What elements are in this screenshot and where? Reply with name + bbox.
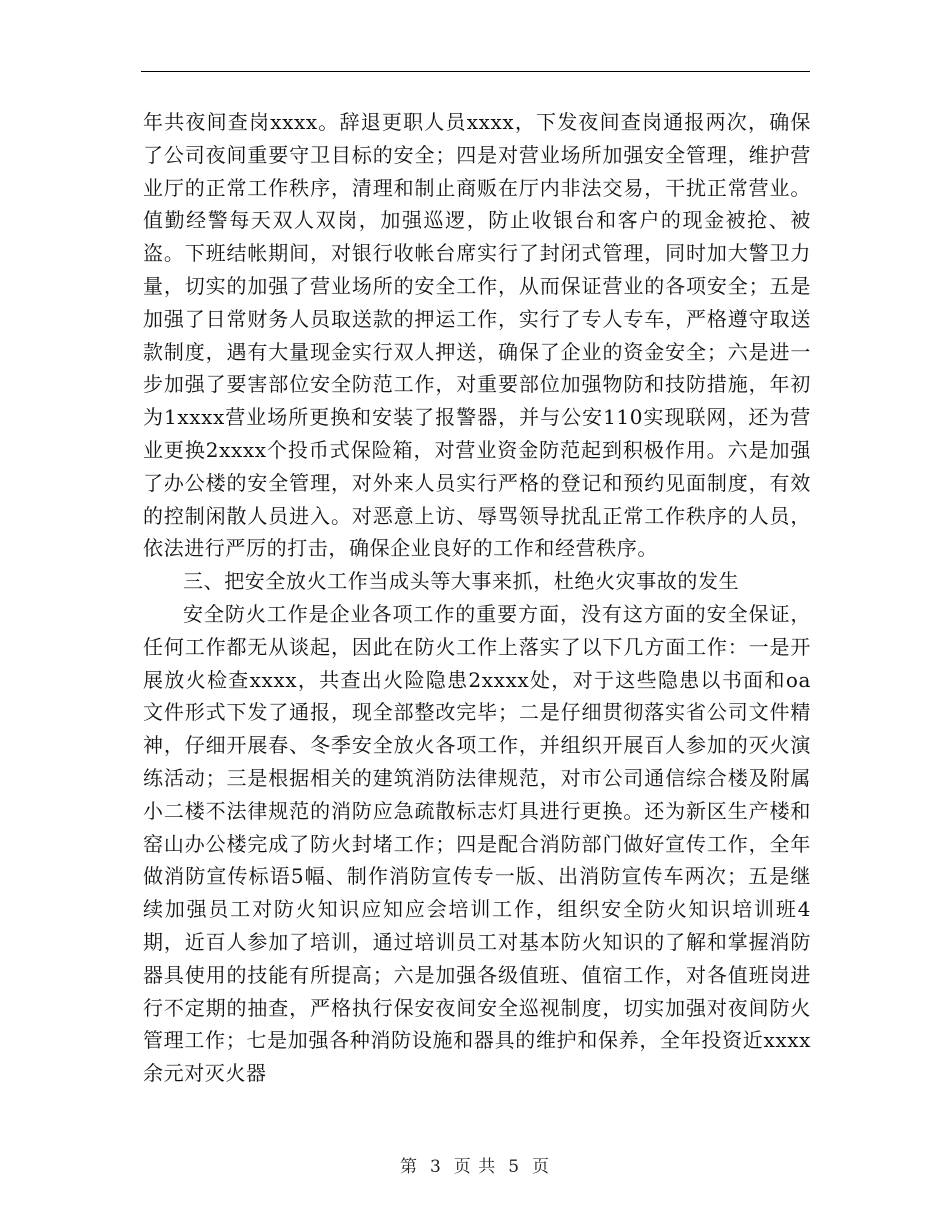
page-label-mid: 页 共 (453, 1157, 497, 1177)
header-rule (141, 71, 810, 72)
page-label-prefix: 第 (399, 1157, 418, 1177)
page-current-number: 3 (429, 1157, 442, 1177)
document-body (143, 106, 811, 1090)
paragraph-fire-safety: 安全防火工作是企业各项工作的重要方面，没有这方面的安全保证，任何工作都无从谈起，因此在防火工作上落实了以下几方面工作：一是开展放火检查xxxx，共查出火险隐患2xxxx处，对于这些隐患以书面和oa文件形式下发了通报，现全部整改完毕；二是仔细贯彻落实省公司文件精神，仔细开展春、冬季安全放火各项工作，并组织开展百人参加的灭火演练活动；三是根据相关的建筑消防法律规范，对市公司通信综合楼及附属小二楼不法律规范的消防应急疏散标志灯具进行更换。还为新区生产楼和窑山办公楼完成了防火封堵工作；四是配合消防部门做好宣传工作，全年做消防宣传标语5幅、制作消防宣传专一版、出消防宣传车两次；五是继续加强员工对防火知识应知应会培训工作，组织安全防火知识培训班4期，近百人参加了培训，通过培训员工对基本防火知识的了解和掌握消防器具使用的技能有所提高；六是加强各级值班、值宿工作，对各值班岗进行不定期的抽查，严格执行保安夜间安全巡视制度，切实加强对夜间防火管理工作；七是加强各种消防设施和器具的维护和保养，全年投资近xxxx余元对灭火器 (143, 601, 811, 1086)
page-footer (0, 1152, 950, 1177)
section-heading: 三、把安全放火工作当成头等大事来抓，杜绝火灾事故的发生 (183, 569, 740, 594)
paragraph-continuation: 年共夜间查岗xxxx。辞退更职人员xxxx，下发夜间查岗通报两次，确保了公司夜间重要守卫目标的安全；四是对营业场所加强安全管理，维护营业厅的正常工作秩序，清理和制止商贩在厅内非法交易，干扰正常营业。值勤经警每天双人双岗，加强巡逻，防止收银台和客户的现金被抢、被盗。下班结帐期间，对银行收帐台席实行了封闭式管理，同时加大警卫力量，切实的加强了营业场所的安全工作，从而保证营业的各项安全；五是加强了日常财务人员取送款的押运工作，实行了专人专车，严格遵守取送款制度，遇有大量现金实行双人押送，确保了企业的资金安全；六是进一步加强了要害部位安全防范工作，对重要部位加强物防和技防措施，年初为1xxxx营业场所更换和安装了报警器，并与公安110实现联网，还为营业更换2xxxx个投币式保险箱，对营业资金防范起到积极作用。六是加强了办公楼的安全管理，对外来人员实行严格的登记和预约见面制度，有效的控制闲散人员进入。对恶意上访、辱骂领导扰乱正常工作秩序的人员，依法进行严厉的打击，确保企业良好的工作和经营秩序。 (143, 110, 811, 561)
page-label-suffix: 页 (532, 1157, 551, 1177)
page-total-number: 5 (508, 1157, 521, 1177)
